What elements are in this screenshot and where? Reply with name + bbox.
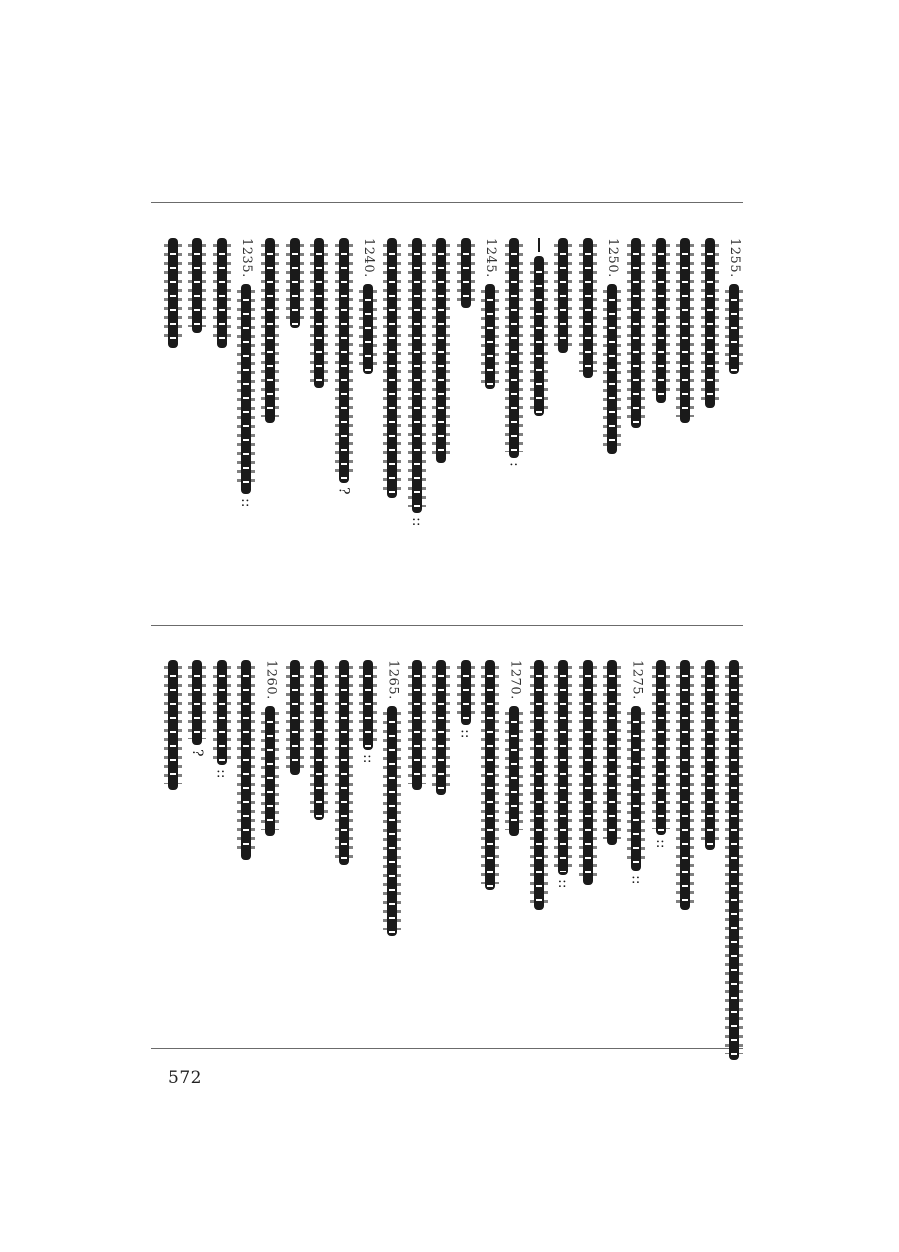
mongolian-script-text bbox=[534, 256, 544, 416]
mongolian-script-text bbox=[217, 238, 227, 348]
verse-line bbox=[233, 238, 259, 507]
punctuation-mark: :: bbox=[213, 769, 230, 779]
punctuation-mark: : bbox=[506, 462, 523, 467]
mongolian-script-text bbox=[534, 660, 544, 910]
verse-line bbox=[721, 238, 747, 374]
verse-line bbox=[575, 238, 601, 378]
verse-line bbox=[550, 660, 576, 888]
mongolian-script-text bbox=[607, 284, 617, 454]
verse-line bbox=[404, 238, 430, 526]
mongolian-script-text bbox=[461, 660, 471, 725]
mongolian-script-text bbox=[607, 660, 617, 845]
mongolian-script-text bbox=[168, 660, 178, 790]
verse-line bbox=[477, 238, 503, 389]
line-number: 1240. bbox=[361, 238, 376, 278]
mongolian-script-text bbox=[656, 238, 666, 403]
lower-verse-block bbox=[0, 660, 899, 990]
punctuation-mark: ? bbox=[189, 749, 206, 757]
verse-line bbox=[428, 238, 454, 463]
mongolian-script-text bbox=[729, 660, 739, 1060]
mongolian-script-text bbox=[558, 238, 568, 353]
mongolian-script-text bbox=[192, 238, 202, 333]
mongolian-script-text bbox=[192, 660, 202, 745]
verse-line bbox=[379, 660, 405, 936]
verse-line bbox=[184, 238, 210, 333]
mongolian-script-text bbox=[436, 660, 446, 795]
verse-line bbox=[526, 660, 552, 910]
verse-line bbox=[599, 238, 625, 454]
mongolian-script-text bbox=[583, 660, 593, 885]
verse-line bbox=[160, 238, 186, 348]
mongolian-script-text bbox=[290, 660, 300, 775]
mongolian-script-text bbox=[363, 660, 373, 750]
verse-line bbox=[599, 660, 625, 845]
verse-line bbox=[721, 660, 747, 1060]
verse-line bbox=[575, 660, 601, 885]
verse-line bbox=[184, 660, 210, 757]
verse-line bbox=[453, 660, 479, 738]
line-number: 1250. bbox=[605, 238, 620, 278]
verse-line bbox=[526, 238, 552, 416]
mongolian-script-text bbox=[265, 238, 275, 423]
verse-line bbox=[672, 660, 698, 910]
mongolian-script-text bbox=[436, 238, 446, 463]
verse-line bbox=[379, 238, 405, 498]
verse-line bbox=[331, 238, 357, 495]
verse-line bbox=[428, 660, 454, 795]
mongolian-script-text bbox=[705, 238, 715, 408]
verse-line bbox=[209, 660, 235, 778]
verse-line bbox=[331, 660, 357, 865]
punctuation-mark: :: bbox=[238, 497, 254, 508]
verse-line bbox=[501, 238, 527, 467]
line-number: 1265. bbox=[385, 660, 401, 700]
verse-line bbox=[501, 660, 527, 836]
mongolian-script-text bbox=[631, 238, 641, 428]
mongolian-script-text bbox=[656, 660, 666, 835]
verse-line bbox=[306, 660, 332, 820]
mongolian-script-text bbox=[314, 660, 324, 820]
punctuation-mark: :: bbox=[628, 874, 645, 885]
mongolian-script-text bbox=[314, 238, 324, 388]
mongolian-script-text bbox=[387, 706, 397, 936]
verse-line bbox=[257, 238, 283, 423]
verse-line bbox=[623, 238, 649, 428]
verse-line bbox=[257, 660, 283, 836]
line-number: 1260. bbox=[263, 660, 279, 700]
line-number: 1245. bbox=[483, 238, 498, 278]
mongolian-script-text bbox=[241, 660, 251, 860]
middle-rule bbox=[151, 625, 743, 626]
mongolian-script-text bbox=[509, 238, 519, 458]
punctuation-mark: :: bbox=[408, 517, 425, 527]
verse-line bbox=[550, 238, 576, 353]
verse-line bbox=[648, 660, 674, 848]
mongolian-script-text bbox=[363, 284, 373, 374]
line-number: 1235. bbox=[239, 238, 254, 278]
mongolian-script-text bbox=[339, 660, 349, 865]
line-number: 1270. bbox=[507, 660, 523, 700]
punctuation-mark: ? bbox=[335, 487, 352, 495]
verse-line bbox=[209, 238, 235, 348]
mongolian-script-text bbox=[241, 284, 251, 494]
mongolian-script-text bbox=[680, 660, 690, 910]
mongolian-script-text bbox=[583, 238, 593, 378]
line-number: 1255. bbox=[727, 238, 742, 278]
verse-line bbox=[477, 660, 503, 890]
verse-line bbox=[404, 660, 430, 790]
mongolian-script-text bbox=[631, 706, 641, 871]
mongolian-script-text bbox=[729, 284, 739, 374]
mongolian-script-text bbox=[265, 706, 275, 836]
verse-line bbox=[233, 660, 259, 860]
punctuation-mark: :: bbox=[360, 754, 376, 764]
line-number: 1275. bbox=[629, 660, 645, 700]
verse-line bbox=[672, 238, 698, 423]
mongolian-script-text bbox=[485, 284, 495, 389]
top-rule bbox=[151, 202, 743, 203]
mongolian-script-text bbox=[680, 238, 690, 423]
page-number: 572 bbox=[168, 1068, 202, 1088]
mongolian-script-text bbox=[558, 660, 568, 875]
mongolian-script-text bbox=[217, 660, 227, 765]
verse-line bbox=[282, 660, 308, 775]
verse-line bbox=[623, 660, 649, 884]
em-dash bbox=[538, 238, 540, 252]
mongolian-script-text bbox=[168, 238, 178, 348]
punctuation-mark: :: bbox=[555, 879, 572, 889]
upper-verse-block bbox=[0, 238, 899, 568]
punctuation-mark: :: bbox=[457, 729, 474, 739]
verse-line bbox=[355, 660, 381, 763]
verse-line bbox=[697, 238, 723, 408]
mongolian-script-text bbox=[509, 706, 519, 836]
bottom-rule bbox=[151, 1048, 743, 1049]
verse-line bbox=[453, 238, 479, 308]
verse-line bbox=[697, 660, 723, 850]
mongolian-script-text bbox=[290, 238, 300, 328]
mongolian-script-text bbox=[461, 238, 471, 308]
mongolian-script-text bbox=[387, 238, 397, 498]
punctuation-mark: :: bbox=[652, 839, 669, 849]
verse-line bbox=[306, 238, 332, 388]
verse-line bbox=[355, 238, 381, 374]
mongolian-script-text bbox=[412, 660, 422, 790]
verse-line bbox=[160, 660, 186, 790]
mongolian-script-text bbox=[485, 660, 495, 890]
mongolian-script-text bbox=[705, 660, 715, 850]
mongolian-script-text bbox=[412, 238, 422, 513]
verse-line bbox=[648, 238, 674, 403]
mongolian-script-text bbox=[339, 238, 349, 483]
verse-line bbox=[282, 238, 308, 328]
